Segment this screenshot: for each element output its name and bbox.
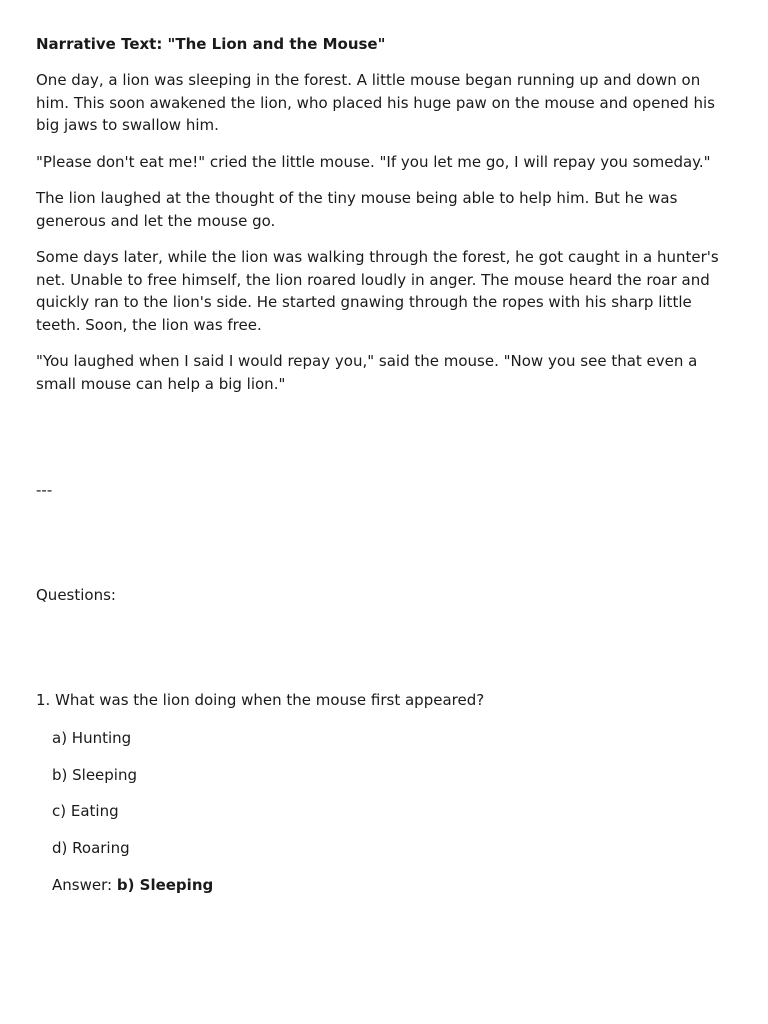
questions-heading: Questions:	[36, 586, 116, 604]
story-paragraph: "You laughed when I said I would repay you," said the mouse. "Now you see that even a small mouse can help a big lion."	[36, 352, 698, 393]
answer-option: d) Roaring	[52, 839, 130, 857]
story-paragraph: The lion laughed at the thought of the tiny mouse being able to help him. But he was generous and let the mouse go.	[36, 189, 678, 230]
answer-value: b) Sleeping	[116, 876, 214, 894]
question-text: 1. What was the lion doing when the mouse first appeared?	[36, 691, 485, 709]
story-paragraph: One day, a lion was sleeping in the forest. A little mouse began running up and down on him. This soon awakened the lion, who placed his huge paw on the mouse and opened his big jaws to swallow him.	[36, 71, 715, 134]
answer-option: c) Eating	[52, 802, 119, 820]
section-divider: ---	[36, 481, 53, 499]
answer-option: a) Hunting	[52, 729, 132, 747]
story-paragraph: "Please don't eat me!" cried the little mouse. "If you let me go, I will repay you someday."	[36, 153, 711, 171]
answer-line	[52, 874, 213, 896]
answer-label: Answer:	[52, 876, 113, 894]
story-paragraph: Some days later, while the lion was walking through the forest, he got caught in a hunter's net. Unable to free himself, the lion roared loudly in anger. The mouse heard the roar and quickly ran to the lion's side. He started gnawing through the ropes with his sharp little teeth. Soon, the lion was free.	[36, 248, 719, 334]
story-title: Narrative Text: "The Lion and the Mouse"	[36, 35, 386, 53]
answer-option: b) Sleeping	[52, 766, 138, 784]
